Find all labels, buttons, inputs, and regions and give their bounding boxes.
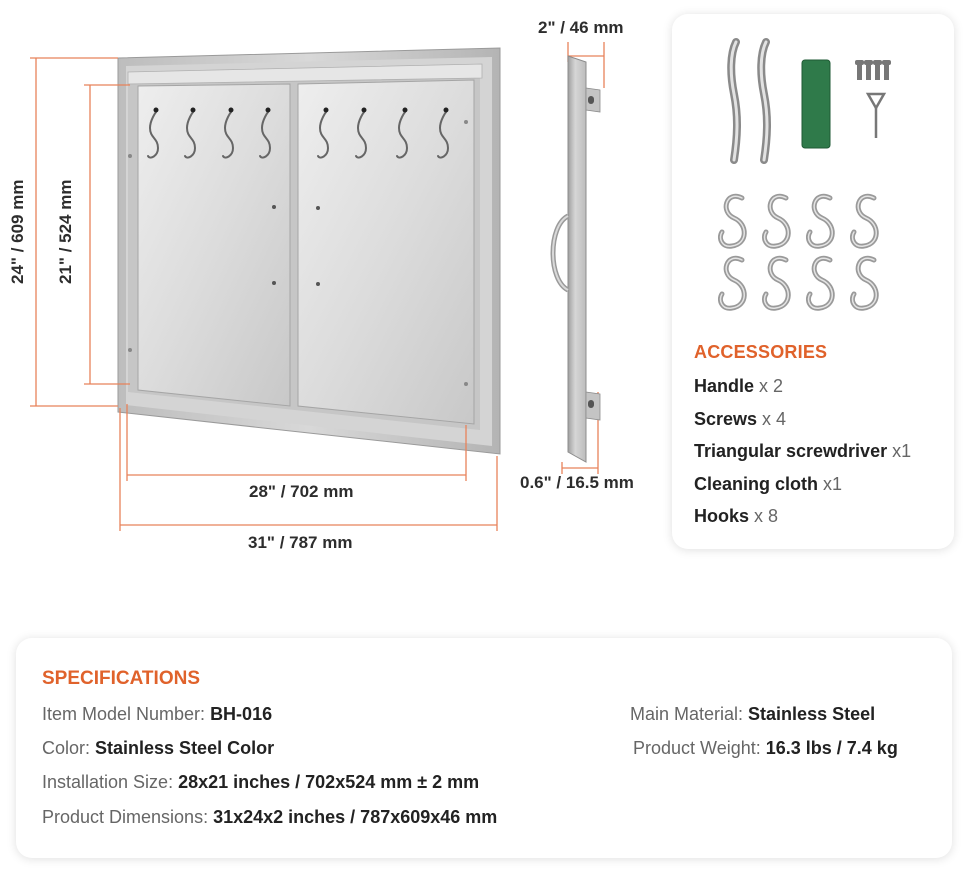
handle-icon bbox=[731, 42, 737, 160]
accessories-list bbox=[694, 374, 911, 537]
right-door-panel bbox=[298, 80, 474, 424]
left-door-panel bbox=[138, 84, 290, 406]
dimension-inner-height: 21" / 524 mm bbox=[56, 179, 75, 284]
triangular-screwdriver-icon bbox=[868, 94, 884, 138]
spec-main-material: Main Material: Stainless Steel bbox=[630, 704, 876, 724]
screw-icon bbox=[855, 60, 891, 80]
handle-icon bbox=[761, 42, 767, 160]
dimension-outer-width: 31" / 787 mm bbox=[248, 533, 353, 552]
dimension-inner-width: 28" / 702 mm bbox=[249, 482, 354, 501]
spec-product-dimensions: Product Dimensions: 31x24x2 inches / 787x609x46 mm bbox=[42, 807, 498, 827]
list-item: Screws x 4 bbox=[694, 408, 787, 429]
list-item: Handle x 2 bbox=[694, 376, 784, 396]
cleaning-cloth-icon bbox=[802, 60, 830, 148]
specifications-card bbox=[16, 638, 952, 858]
spec-item-model: Item Model Number: BH-016 bbox=[42, 704, 273, 724]
spec-product-weight: Product Weight: 16.3 lbs / 7.4 kg bbox=[633, 738, 898, 758]
accessories-title: ACCESSORIES bbox=[694, 342, 828, 362]
dimension-flange-depth: 0.6" / 16.5 mm bbox=[520, 473, 634, 492]
spec-installation-size: Installation Size: 28x21 inches / 702x524 mm ± 2 mm bbox=[42, 772, 480, 792]
door-side-illustration bbox=[553, 56, 600, 462]
accessories-card bbox=[672, 14, 954, 549]
specifications-title: SPECIFICATIONS bbox=[42, 668, 200, 689]
spec-color: Color: Stainless Steel Color bbox=[42, 738, 275, 758]
dimension-top-depth: 2" / 46 mm bbox=[538, 18, 624, 37]
list-item: Hooks x 8 bbox=[694, 506, 779, 527]
list-item: Cleaning cloth x1 bbox=[694, 473, 843, 494]
accessories-illustration bbox=[672, 14, 954, 334]
list-item: Triangular screwdriver x1 bbox=[694, 441, 912, 462]
dimension-outer-height: 24" / 609 mm bbox=[8, 179, 27, 284]
